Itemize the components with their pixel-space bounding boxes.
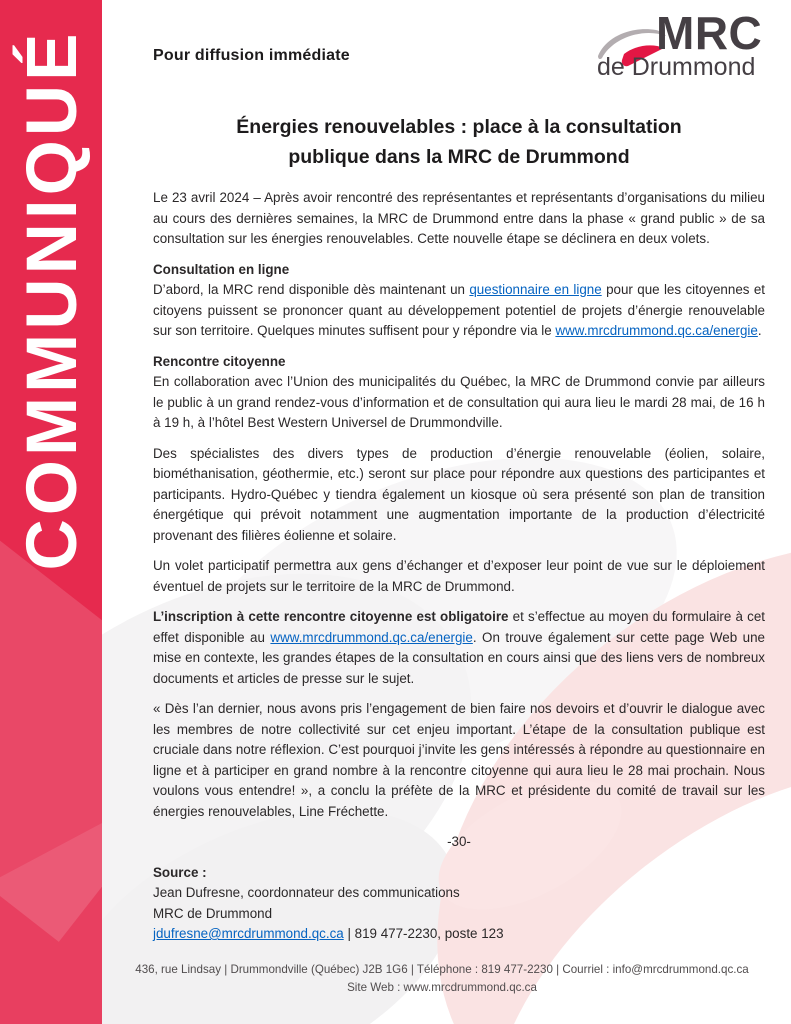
- intro-paragraph: [153, 188, 765, 250]
- text-run: pour que les citoyennes et citoyens puissent se prononcer quant au développement potentiel de projets d’énergie renouvelable sur son territoire. Quelques minutes suffisent pour y répondre via le: [153, 282, 766, 338]
- source-label: [153, 863, 765, 884]
- text-run: En collaboration avec l’Union des municipalités du Québec, la MRC de Drummond convie par ailleurs le public à un grand rendez-vous d’information et de consultation qui aura lieu le mardi 28 mai, de 16 h à 19 h, à l’hôtel Best Western Universel de Drummondville.: [153, 374, 765, 430]
- banner-vertical-title: COMMUNIQUÉ: [12, 29, 92, 571]
- link-questionnaire-en-ligne[interactable]: questionnaire en ligne: [469, 282, 602, 297]
- body-blocks: [153, 188, 765, 945]
- text-run: Rencontre citoyenne: [153, 353, 286, 369]
- source-contact: [153, 924, 765, 945]
- paragraph-specialistes: [153, 444, 765, 547]
- link-mrcdrummond-energie-2[interactable]: www.mrcdrummond.qc.ca/energie: [270, 629, 473, 645]
- source-org: [153, 904, 765, 925]
- page-title-line1: Énergies renouvelables : place à la consultation: [236, 116, 682, 138]
- paragraph-volet-participatif: [153, 556, 765, 597]
- paragraph-consultation-en-ligne: [153, 280, 765, 342]
- paragraph-rencontre-citoyenne: [153, 372, 765, 434]
- footer-website-line: Site Web : www.mrcdrummond.qc.ca: [347, 980, 537, 994]
- text-run: D’abord, la MRC rend disponible dès maintenant un: [153, 282, 470, 297]
- heading-consultation-en-ligne: [153, 260, 765, 281]
- end-mark: [153, 832, 765, 853]
- page-title-line2: publique dans la MRC de Drummond: [288, 146, 630, 168]
- text-run: L’inscription à cette rencontre citoyenne est obligatoire: [153, 609, 509, 624]
- text-run: Consultation en ligne: [153, 261, 290, 277]
- page-footer: [102, 961, 782, 996]
- text-run: -30-: [447, 834, 471, 849]
- logo-subname: de Drummond: [597, 53, 756, 81]
- paragraph-inscription: [153, 607, 765, 689]
- text-run: Des spécialistes des divers types de production d’énergie renouvelable (éolien, solaire, biométhanisation, géothermie, etc.) seront sur place pour répondre aux questions des participantes et participants. Hydro-Québec y tiendra également un kiosque où sera présenté son plan de transition énergétique qui prévoit notamment une augmentation importante de la production d’électricité provenant des filières éolienne et solaire.: [153, 445, 765, 543]
- text-run: et s’effectue au moyen du formulaire à cet effet disponible au: [153, 609, 766, 645]
- text-run: Source :: [153, 864, 207, 880]
- text-run: . On trouve également sur cette page Web une mise en contexte, les grandes étapes de la consultation en cours ainsi que des liens vers de nombreux documents et articles de presse sur le sujet.: [153, 629, 765, 686]
- footer-address-line: 436, rue Lindsay | Drummondville (Québec) J2B 1G6 | Téléphone : 819 477-2230 | Courriel : info@mrcdrummond.qc.ca: [135, 963, 749, 976]
- mrc-drummond-logo: [594, 7, 774, 81]
- text-run: Jean Dufresne, coordonnateur des communications: [153, 885, 460, 900]
- text-run: Un volet participatif permettra aux gens d’échanger et d’exposer leur point de vue sur le déploiement éventuel de projets sur le territoire de la MRC de Drummond.: [153, 558, 765, 594]
- text-run: Le 23 avril 2024 – Après avoir rencontré des représentantes et représentants d’organisations du milieu au cours des dernières semaines, la MRC de Drummond entre dans la phase « grand public » de sa consultation sur les énergies renouvelables. Cette nouvelle étape se déclinera en deux volets.: [153, 190, 765, 246]
- link-mrcdrummond-energie[interactable]: www.mrcdrummond.qc.ca/energie: [555, 323, 758, 338]
- dateline: Pour diffusion immédiate: [153, 47, 350, 64]
- paragraph-citation: [153, 699, 765, 822]
- text-run: .: [757, 323, 762, 338]
- text-run: MRC de Drummond: [153, 905, 273, 921]
- logo-name: MRC: [656, 7, 763, 59]
- document-body: [153, 112, 765, 945]
- text-run: | 819 477-2230, poste 123: [343, 926, 504, 941]
- text-run: « Dès l’an dernier, nous avons pris l’engagement de bien faire nos devoirs et d’ouvrir le dialogue avec les membres de notre collectivité sur cet enjeu important. L’étape de la consultation publique est cruciale dans notre réflexion. C’est pourquoi j’invite les gens intéressés à répondre au questionnaire en ligne et à participer en grand nombre à la rencontre citoyenne qui aura lieu le 28 mai prochain. Nous voulons vous entendre! », a conclu la préfète de la MRC et présidente du comité de travail sur les énergies renouvelables, Line Fréchette.: [153, 701, 765, 819]
- heading-rencontre-citoyenne: [153, 352, 765, 373]
- page-title: [153, 112, 765, 172]
- link-email-jdufresne[interactable]: jdufresne@mrcdrummond.qc.ca: [153, 926, 344, 941]
- source-name: [153, 883, 765, 904]
